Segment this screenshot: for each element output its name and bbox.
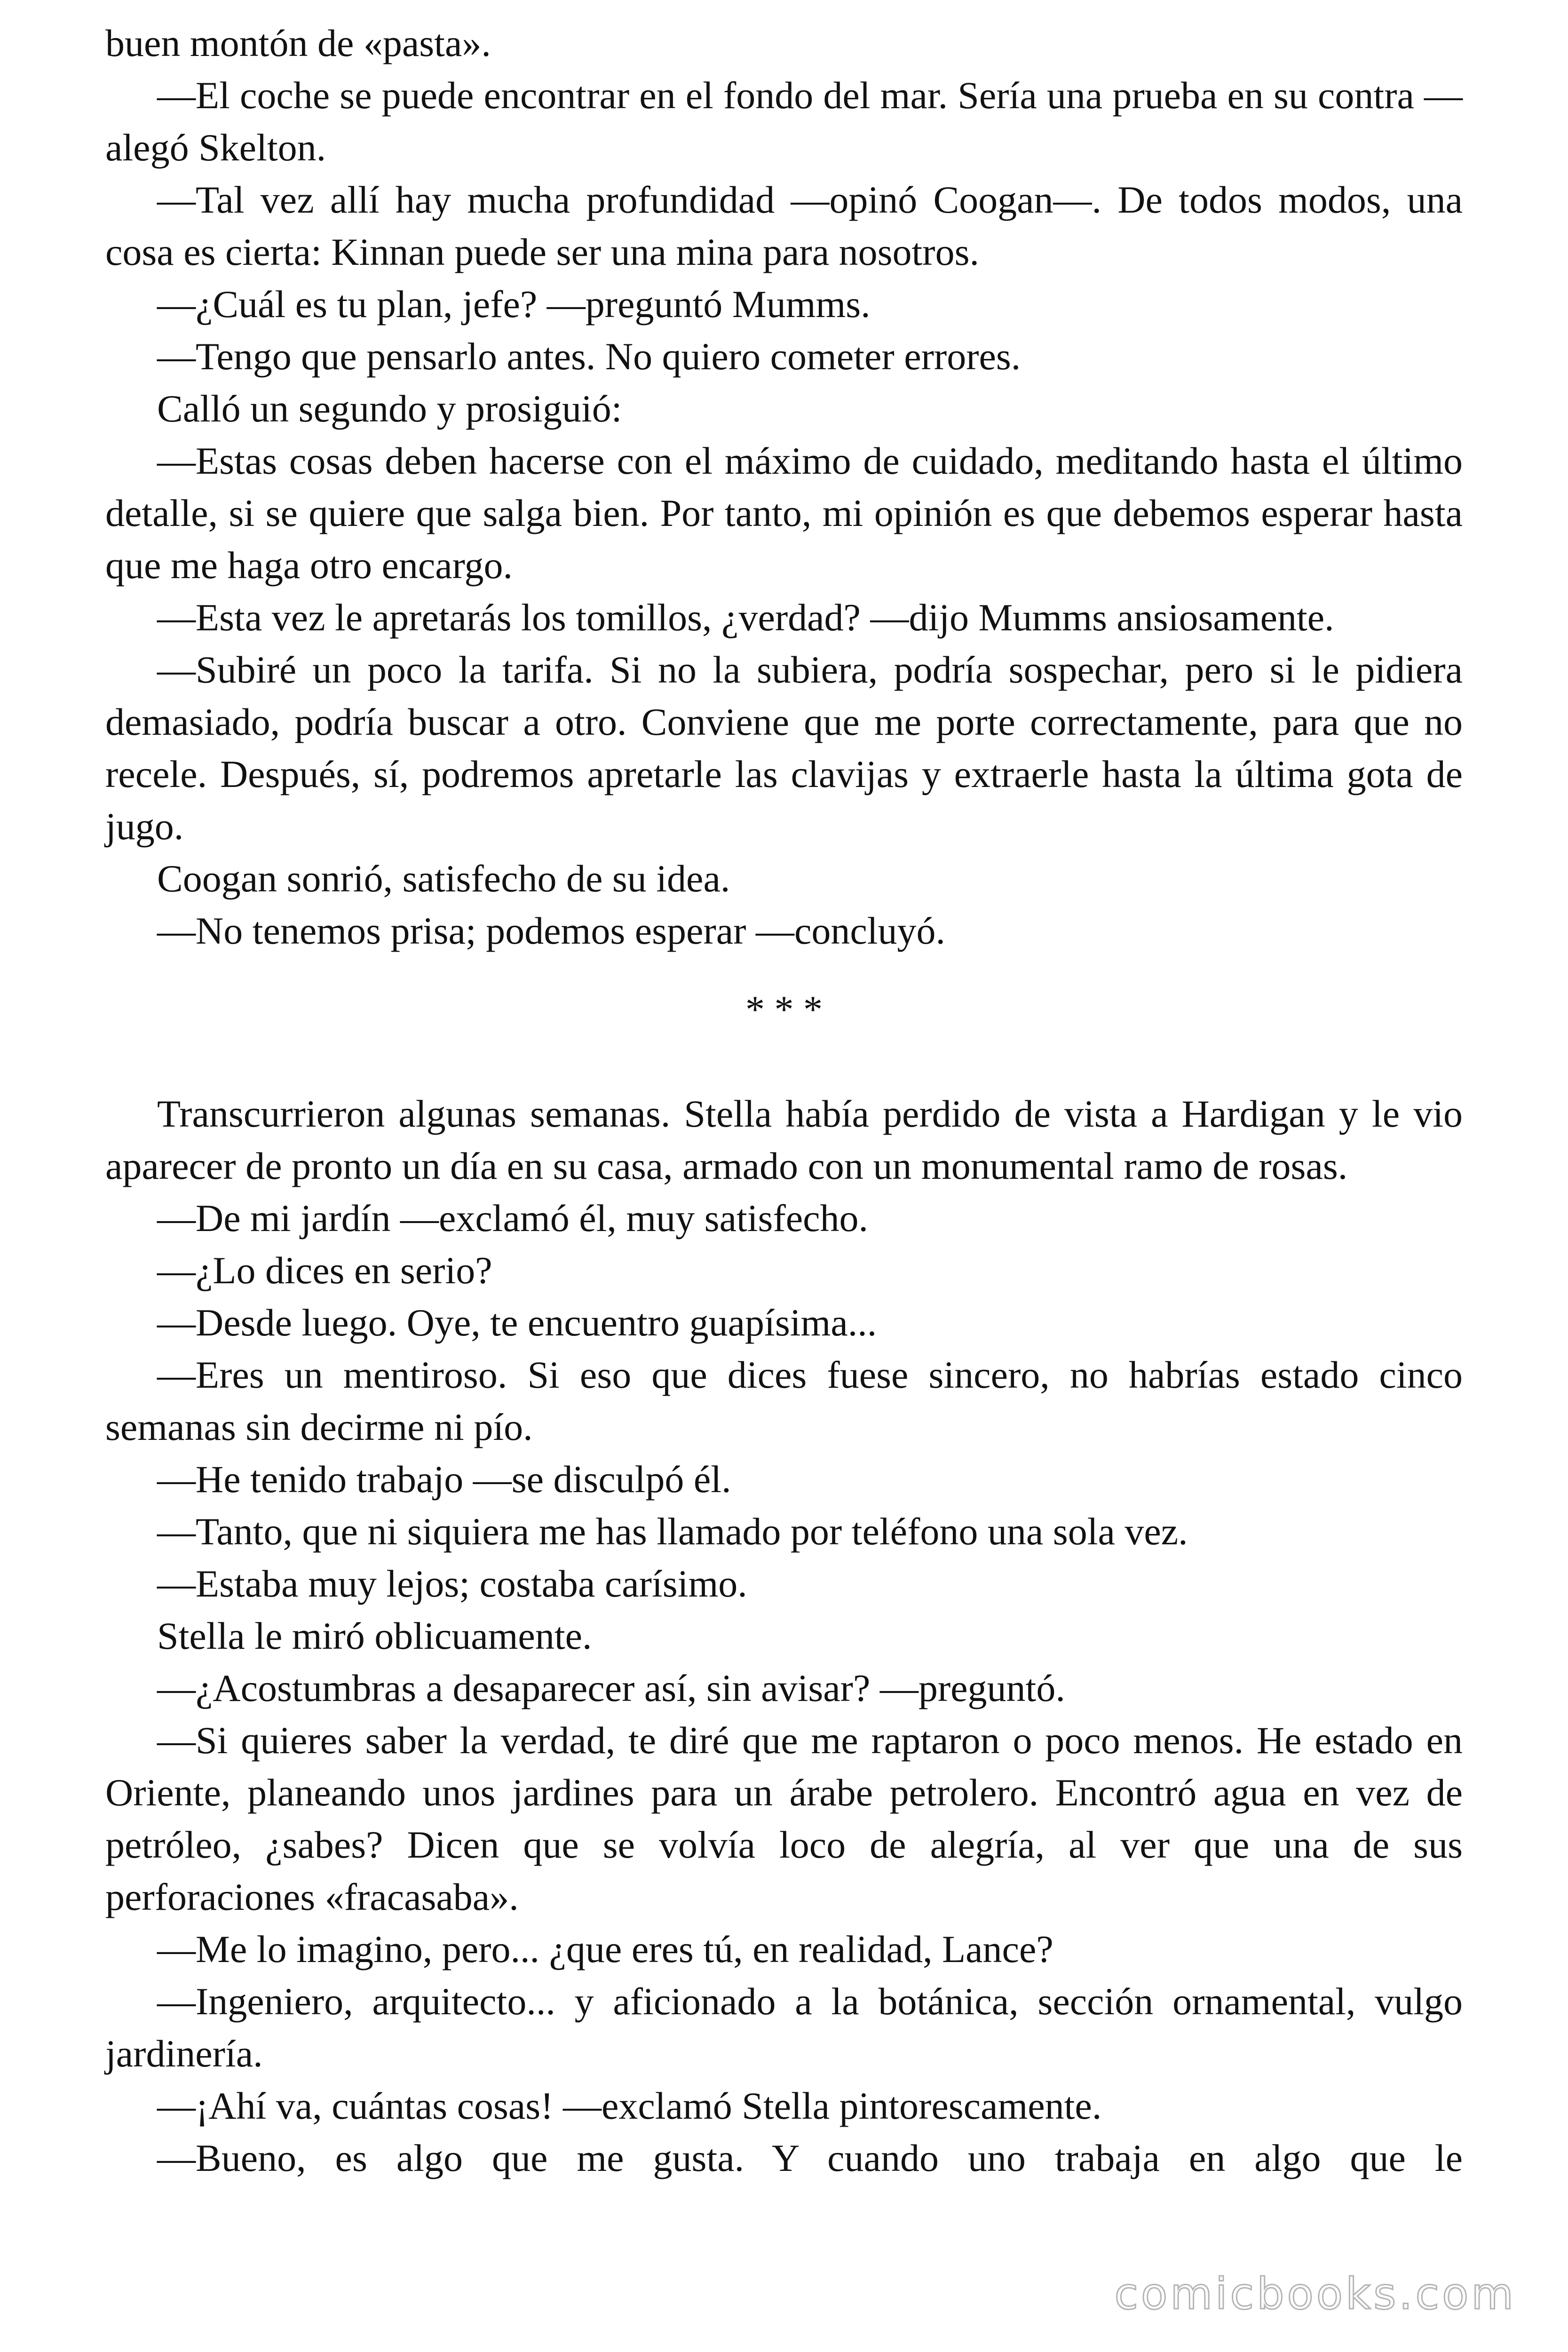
paragraph: —Estaba muy lejos; costaba carísimo. [157,1562,747,1605]
paragraph: Calló un segundo y prosiguió: [157,387,622,430]
paragraph: —Tal vez allí hay mucha profundidad —opinó Coogan—. De todos modos, una cosa es cierta: Kinnan puede ser una mina para nosotros. [105,178,1463,273]
section-separator: * * * [745,988,823,1031]
paragraph: —Tengo que pensarlo antes. No quiero cometer errores. [157,335,1021,378]
paragraph: —¿Acostumbras a desaparecer así, sin avisar? —preguntó. [157,1667,1065,1709]
book-page [105,17,1463,2184]
paragraph: —Subiré un poco la tarifa. Si no la subiera, podría sospechar, pero si le pidiera demasiado, podría buscar a otro. Conviene que me porte correctamente, para que no recele. Después, sí, podremos apretarle las clavijas y extraerle hasta la última gota de jugo. [105,648,1463,848]
paragraph: —Me lo imagino, pero... ¿que eres tú, en realidad, Lance? [157,1928,1053,1971]
paragraph: —De mi jardín —exclamó él, muy satisfecho. [157,1197,869,1240]
paragraph: —Si quieres saber la verdad, te diré que me raptaron o poco menos. He estado en Oriente, planeando unos jardines para un árabe petrolero. Encontró agua en vez de petróleo, ¿sabes? Dicen que se volvía loco de alegría, al ver que una de sus perforaciones «fracasaba». [105,1719,1463,1918]
paragraph: —Desde luego. Oye, te encuentro guapísima... [157,1301,877,1344]
paragraph: Stella le miró oblicuamente. [157,1614,592,1657]
paragraph: —El coche se puede encontrar en el fondo del mar. Sería una prueba en su contra —alegó Skelton. [105,74,1463,169]
paragraph: —¿Cuál es tu plan, jefe? —preguntó Mumms. [157,283,871,326]
watermark: comicbooks.com [1114,2269,1516,2319]
paragraph: —He tenido trabajo —se disculpó él. [157,1458,731,1501]
paragraph: —¡Ahí va, cuántas cosas! —exclamó Stella pintorescamente. [157,2084,1102,2127]
paragraph: —Tanto, que ni siquiera me has llamado por teléfono una sola vez. [157,1510,1188,1553]
paragraph: Transcurrieron algunas semanas. Stella había perdido de vista a Hardigan y le vio aparecer de pronto un día en su casa, armado con un monumental ramo de rosas. [105,1092,1463,1187]
paragraph: buen montón de «pasta». [105,22,491,64]
text-block-before [105,17,1463,957]
text-block-after [105,1088,1463,2184]
paragraph: —Esta vez le apretarás los tomillos, ¿verdad? —dijo Mumms ansiosamente. [157,596,1334,639]
paragraph: —No tenemos prisa; podemos esperar —concluyó. [157,909,946,952]
paragraph: —¿Lo dices en serio? [157,1249,492,1292]
paragraph: —Estas cosas deben hacerse con el máximo de cuidado, meditando hasta el último detalle, si se quiere que salga bien. Por tanto, mi opinión es que debemos esperar hasta que me haga otro encargo. [105,439,1463,587]
paragraph: —Ingeniero, arquitecto... y aficionado a la botánica, sección ornamental, vulgo jardinería. [105,1980,1463,2075]
paragraph: Coogan sonrió, satisfecho de su idea. [157,857,730,900]
paragraph: —Eres un mentiroso. Si eso que dices fuese sincero, no habrías estado cinco semanas sin decirme ni pío. [105,1353,1463,1448]
paragraph: —Bueno, es algo que me gusta. Y cuando uno trabaja en algo que le [157,2137,1463,2179]
